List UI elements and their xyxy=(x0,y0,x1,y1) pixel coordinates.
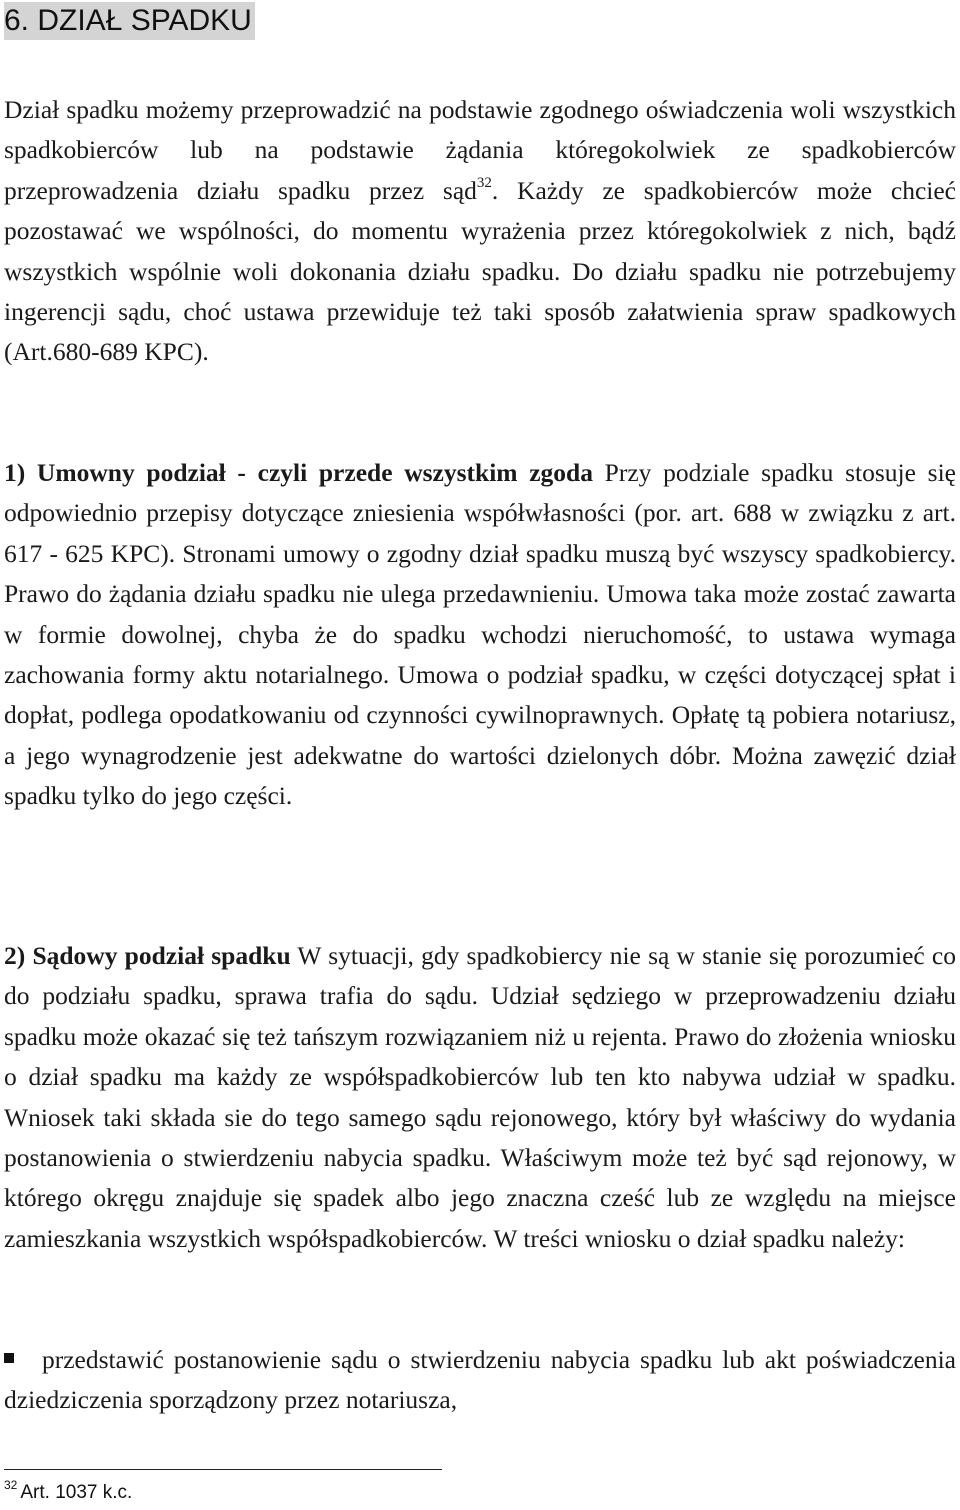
section-1-title: 1) Umowny podział - czyli przede wszystkim zgoda xyxy=(4,458,593,487)
section-2-paragraph xyxy=(4,936,956,1259)
square-bullet-icon xyxy=(4,1353,14,1363)
section-1-paragraph xyxy=(4,453,956,817)
intro-paragraph xyxy=(4,90,956,373)
list-item xyxy=(4,1340,956,1421)
footnote-reference[interactable]: 32 xyxy=(476,174,492,191)
footnote-separator xyxy=(4,1469,442,1470)
intro-text-end: . Każdy ze spadkobierców może chcieć pozostawać we wspólności, do momentu wyrażenia przez któregokolwiek z nich, bądź wszystkich wspólnie woli dokonania działu spadku. Do działu spadku nie potrzebujemy ingerencji sądu, choć ustawa przewiduje też taki sposób załatwienia spraw spadkowych (Art.680-689 KPC). xyxy=(4,175,956,367)
section-2-text: W sytuacji, gdy spadkobiercy nie są w stanie się porozumieć co do podziału spadku, sprawa trafia do sądu. Udział sędziego w przeprowadzeniu działu spadku może okazać się też tańszym rozwiązaniem niż u rejenta. Prawo do złożenia wniosku o dział spadku ma każdy ze współspadkobierców lub ten kto nabywa udział w spadku. Wniosek taki składa sie do tego samego sądu rejonowego, który był właściwy do wydania postanowienia o stwierdzeniu nabycia spadku. Właściwym może też być sąd rejonowy, w którego okręgu znajduje się spadek albo jego znaczna cześć lub ze względu na miejsce zamieszkania wszystkich współspadkobierców. W treści wniosku o dział spadku należy: xyxy=(4,941,956,1253)
intro-text-start: Dział spadku możemy przeprowadzić na podstawie zgodnego oświadczenia woli wszystkich spadkobierców lub na podstawie żądania któregokolwiek ze spadkobierców przeprowadzenia działu spadku przez sąd xyxy=(4,95,956,205)
section-2-title: 2) Sądowy podział spadku xyxy=(4,941,291,970)
section-1-text: Przy podziale spadku stosuje się odpowiednio przepisy dotyczące zniesienia współwłasności (por. art. 688 w związku z art. 617 - 625 KPC). Stronami umowy o zgodny dział spadku muszą być wszyscy spadkobiercy. Prawo do żądania działu spadku nie ulega przedawnieniu. Umowa taka może zostać zawarta w formie dowolnej, chyba że do spadku wchodzi nieruchomość, to ustawa wymaga zachowania formy aktu notarialnego. Umowa o podział spadku, w części dotyczącej spłat i dopłat, podlega opodatkowaniu od czynności cywilnoprawnych. Opłatę tą pobiera notariusz, a jego wynagrodzenie jest adekwatne do wartości dzielonych dóbr. Można zawęzić dział spadku tylko do jego części. xyxy=(4,458,956,811)
list-item-text: przedstawić postanowienie sądu o stwierdzeniu nabycia spadku lub akt poświadczenia dziedziczenia sporządzony przez notariusza, xyxy=(4,1345,956,1415)
section-heading: 6. DZIAŁ SPADKU xyxy=(4,2,255,40)
footnote-text: Art. 1037 k.c. xyxy=(20,1482,133,1503)
footnote-number: 32 xyxy=(4,1478,18,1492)
footnote xyxy=(4,1478,132,1508)
